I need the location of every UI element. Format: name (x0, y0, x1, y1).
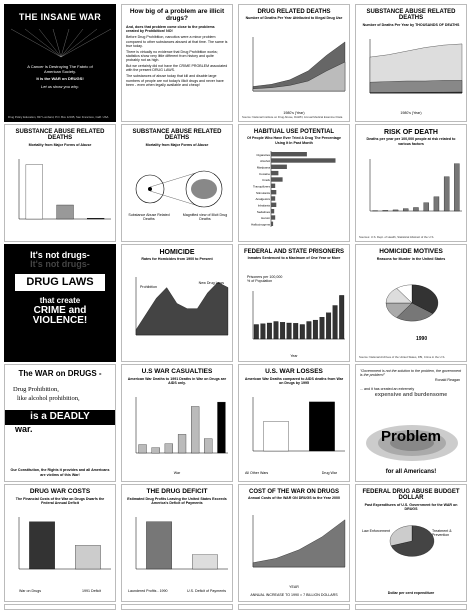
bar (191, 407, 199, 454)
footer-text: for all Americans! (385, 468, 437, 475)
panel-title: RISK OF DEATH (384, 129, 438, 136)
panel-subtitle: Past Expenditures of U.S. Government for the WAR on DRUGS (364, 502, 458, 511)
panel-title: SUBSTANCE ABUSE RELATED DEATHS (366, 9, 456, 22)
category-right: Drug War (321, 470, 337, 475)
category-label: Crack (262, 178, 270, 183)
panel-problem (355, 364, 467, 482)
panel-cost-of-war (238, 484, 350, 602)
line-2: like alcohol prohibition, (17, 395, 80, 403)
panel-subtitle: American War Deaths compared to AIDS deaths from War on Drugs by 1995 (244, 376, 344, 386)
bar (57, 205, 74, 219)
bar-chart (5, 153, 116, 233)
bar (307, 322, 312, 340)
bar (254, 325, 259, 340)
category-label: Marijuana (256, 165, 270, 170)
panel-title: DRUG WAR COSTS (29, 488, 91, 495)
bar-label-2: 1991 Deficit (82, 588, 101, 593)
panel-subtitle: Reasons for Murder in the United States (376, 256, 446, 261)
bar-chart (239, 391, 350, 467)
bar (413, 208, 418, 212)
bar-chart (122, 391, 233, 467)
line-1: Drug Prohibition, (13, 386, 59, 394)
panel-war-losses (238, 364, 350, 482)
panel-subtitle: Inmates Sentenced to a Maximum of One Year or More (247, 256, 341, 261)
panel-habitual-use (238, 124, 350, 242)
panel-title: The WAR on DRUGS - (18, 369, 102, 378)
bar-chart (122, 511, 233, 585)
panel-subtitle: Number of Deaths Per Year Attributed to Illegal Drug Use (245, 16, 343, 21)
legend-item: Prisoners per 100,000 (247, 275, 283, 279)
bar (403, 209, 408, 211)
bar (192, 555, 217, 569)
bar (393, 210, 398, 211)
bar-label-1: Laundered Profits - 1990 (128, 588, 168, 593)
panel-title: SUBSTANCE ABUSE RELATED DEATHS (132, 129, 222, 142)
bar-chart (5, 511, 116, 585)
line-its-not-drugs: It's not drugs- (30, 250, 90, 260)
panel-subtitle: Annual Costs of the WAR ON DRUGS to the Year 2000 (248, 496, 340, 501)
series-area (253, 520, 345, 567)
bar (271, 177, 283, 181)
category-label: Sedatives (256, 209, 270, 214)
category-label: Inhalants (257, 203, 270, 208)
panel-war-on-drugs (4, 364, 116, 482)
x-axis-label: War (173, 470, 181, 475)
panel-subtitle: Of People Who Have Ever Tried A Drug The Percentage Using It In Past Month (247, 136, 341, 145)
x-axis-label: 1980's (Year) (400, 110, 422, 115)
bar (26, 165, 43, 220)
source-note: Drug Policy Education, 827 Lombard, P.O. Box 12345, San Francisco, Calif. USA (8, 114, 109, 119)
panel-substance-abuse-deaths-3 (121, 124, 233, 242)
bar (424, 203, 429, 211)
panel-war-on-drugs-legal (4, 604, 116, 610)
bar (29, 522, 54, 569)
panel-drug-war-costs (4, 484, 116, 602)
category-label: Tranquilizers (252, 184, 270, 189)
line-1: A Cancer Is Destroying The Fabric of (27, 64, 93, 69)
panel-homicide-motives (355, 244, 467, 362)
x-axis-label: Year (290, 353, 298, 358)
bar (333, 306, 338, 340)
bar (293, 323, 298, 339)
slice-label-1: Law Enforcement (362, 529, 390, 533)
panel-title: FEDERAL AND STATE PRISONERS (243, 249, 345, 255)
category-left: All Other Wars (245, 470, 269, 475)
legend-item: % of Population (247, 279, 273, 284)
series-area (370, 80, 462, 93)
panel-title: U.S. WAR LOSSES (265, 368, 323, 375)
bullet: But we certainly did not have the CRIME PROBLEM associated with the present DRUG LAWS. (126, 64, 228, 73)
bar (271, 184, 275, 188)
bar (271, 158, 336, 162)
bar (139, 445, 147, 453)
bar (261, 324, 266, 339)
panel-how-big (121, 4, 233, 122)
bullet: There is virtually no evidence that Drug Prohibition works; statistics show very little different from history and quite probably not as high. (126, 49, 218, 63)
bar (267, 323, 272, 339)
panel-budget-dollar (355, 484, 467, 602)
panel-title: THE DRUG DEFICIT (146, 488, 208, 495)
bar (178, 434, 186, 453)
panel-subtitle: Estimated Drug Profits Leaving the United States Exceeds America's Deficit of Payments (127, 496, 227, 506)
panel-property-seizures (121, 604, 233, 610)
area-chart (356, 35, 467, 107)
panel-subtitle: Number of Deaths Per Year by THOUSANDS OF DEATHS (362, 22, 460, 27)
slice-label-2: Treatment & Prevention (432, 529, 452, 538)
bar (271, 222, 273, 226)
source-note: Source: National Archives of the United States, FBI, Crime in the U.S. (359, 354, 446, 359)
bar (271, 171, 278, 175)
bar (271, 165, 287, 169)
bar-chart (239, 285, 350, 355)
panel-drug-related-deaths (238, 4, 350, 122)
panel-risk-of-death (355, 124, 467, 242)
line-that-create: that create (39, 296, 81, 306)
panel-title: SUBSTANCE ABUSE RELATED DEATHS (15, 129, 105, 142)
panel-title: DRUG RELATED DEATHS (257, 9, 331, 15)
panel-substance-abuse-deaths-1 (355, 4, 467, 122)
bullet: Before Drug Prohibition, narcotics were a minor problem compared to other substances abused at that time. The same is true today. (126, 35, 228, 48)
panel-substance-abuse-deaths-2 (4, 124, 116, 242)
line-2: American Society. (44, 68, 76, 74)
panel-war-casualties (121, 364, 233, 482)
bar-chart (356, 153, 467, 225)
horizontal-bar-chart (239, 149, 350, 231)
series-area (136, 282, 228, 335)
bar (320, 317, 325, 339)
intro-text: And, does that problem come close to the problems created by Prohibition! NO! (126, 24, 215, 33)
bar (326, 313, 331, 339)
bar (300, 325, 305, 340)
pie-chart (356, 271, 467, 337)
bar (339, 295, 344, 339)
panel-drug-deficit (121, 484, 233, 602)
bar (204, 439, 212, 453)
source-note: Source: National Institute on Drug Abuse, DAWN, Annual Medical Examiner Data (242, 114, 343, 119)
dollar-label: Dollar per cent expenditure (387, 590, 435, 595)
line-deadly: is a DEADLY (5, 410, 115, 425)
line-2: expensive and burdensome (374, 392, 448, 399)
panel-title: U.S WAR CASUALTIES (141, 368, 213, 375)
annual-note: ANNUAL INCREASE TO 1990 = 7 BILLION DOLLARS (250, 592, 338, 597)
panel-title: HOMICIDE MOTIVES (379, 248, 443, 255)
bullet: The substances of abuse today that kill and disable large numbers of people are not today's illicit drugs and never have been - even when legally available and cheap! (126, 74, 224, 87)
drug-laws-box: DRUG LAWS (15, 274, 105, 292)
panel-subtitle: The Financial Costs of the War on Drugs Dwarfs the Federal Annual Deficit (15, 496, 105, 506)
category-label: Heroin (261, 216, 270, 221)
bar (152, 448, 160, 453)
starburst-graphic (5, 27, 116, 61)
annotation-prohibition: Prohibition (140, 285, 157, 289)
bar (454, 164, 459, 211)
panel-title: HOMICIDE (159, 249, 195, 256)
panel-subtitle: Rates for Homicides from 1900 to Present (141, 257, 213, 262)
panel-subtitle: Deaths per year per 100,000 people at risk related to various factors (366, 137, 456, 146)
bar (287, 323, 292, 339)
big-word: Problem (380, 428, 441, 445)
quote-author: Ronald Reagan (435, 377, 460, 382)
panel-title: HABITUAL USE POTENTIAL (253, 129, 335, 135)
bar (165, 444, 173, 453)
bar (146, 522, 171, 569)
panel-subtitle: American War Deaths to 1991 Deaths in War on Drugs are AIDS only. (127, 376, 227, 386)
panel-prisoners (238, 244, 350, 362)
category-label: Cigarettes (256, 152, 270, 157)
area-chart (239, 511, 350, 581)
panel-subtitle: Mortality from Major Forms of Abuse (145, 142, 209, 147)
bar (218, 402, 226, 453)
label-right: Magnified view of Illicit Drug Deaths (182, 213, 228, 222)
bar (87, 218, 104, 219)
category-label: Alcohol (260, 159, 270, 164)
x-axis-label: 1980's (Year) (283, 110, 305, 115)
source-note: Sources: U.S. Dept. of Health, Statistical Abstract of the U.S. (359, 234, 435, 239)
bar-label-2: U.S. Deficit of Payments (187, 588, 226, 593)
quote: "Government is not the solution to the problem, the government is the problem!" (360, 369, 461, 378)
panel-title: How big of a problem are illicit drugs? (129, 8, 225, 22)
label-left: Substance Abuse Related Deaths (128, 213, 170, 222)
line-violence: VIOLENCE! (32, 315, 88, 327)
bar-label-1: War on Drugs (19, 588, 42, 593)
bar (263, 422, 288, 452)
category-label: Hallucinogens (251, 222, 270, 227)
panel-drug-laws (4, 244, 116, 362)
bar (271, 152, 307, 156)
bar (271, 196, 275, 200)
panel-subtitle: Mortality from Major Forms of Abuse (28, 142, 92, 147)
category-label: Stimulants (255, 190, 270, 195)
category-label: Cocaine (258, 171, 270, 176)
line-war: war. (15, 423, 33, 434)
line-1: ... and it has created an extremely (360, 386, 415, 391)
bar (271, 190, 276, 194)
line-3: It is the WAR on DRUGS! (36, 75, 84, 81)
footer-note: Our Constitution, the Rights it provides and all Americans are victims of this War! (10, 468, 110, 477)
bar (313, 320, 318, 339)
bar (75, 545, 100, 569)
annotation-new-drug-laws: New Drug Laws (198, 281, 224, 285)
bar (271, 215, 275, 219)
x-axis-label: YEAR (289, 584, 299, 589)
panel-district-court (355, 604, 467, 610)
year-label: 1990 (416, 336, 428, 342)
ghost-text: It's not drugs- (30, 259, 90, 270)
panel-title: COST OF THE WAR ON DRUGS (249, 489, 339, 495)
bar (280, 322, 285, 339)
bar (309, 402, 334, 451)
bar (444, 177, 449, 211)
bar (434, 197, 439, 211)
category-label: Analgesics (255, 197, 270, 202)
line-crime: CRIME and (33, 304, 87, 316)
panel-title: THE INSANE WAR (18, 12, 102, 22)
bar (383, 210, 388, 211)
panel-title: FEDERAL DRUG ABUSE BUDGET DOLLAR (362, 489, 460, 502)
line-4: Let us show you why. (41, 84, 79, 90)
bar (271, 203, 276, 207)
panel-homicide (121, 244, 233, 362)
panel-insane-war (4, 4, 116, 122)
pie-chart (356, 513, 467, 573)
bar (271, 209, 274, 213)
panel-asset-seizures (238, 604, 350, 610)
area-chart (239, 33, 350, 105)
bar (274, 322, 279, 340)
